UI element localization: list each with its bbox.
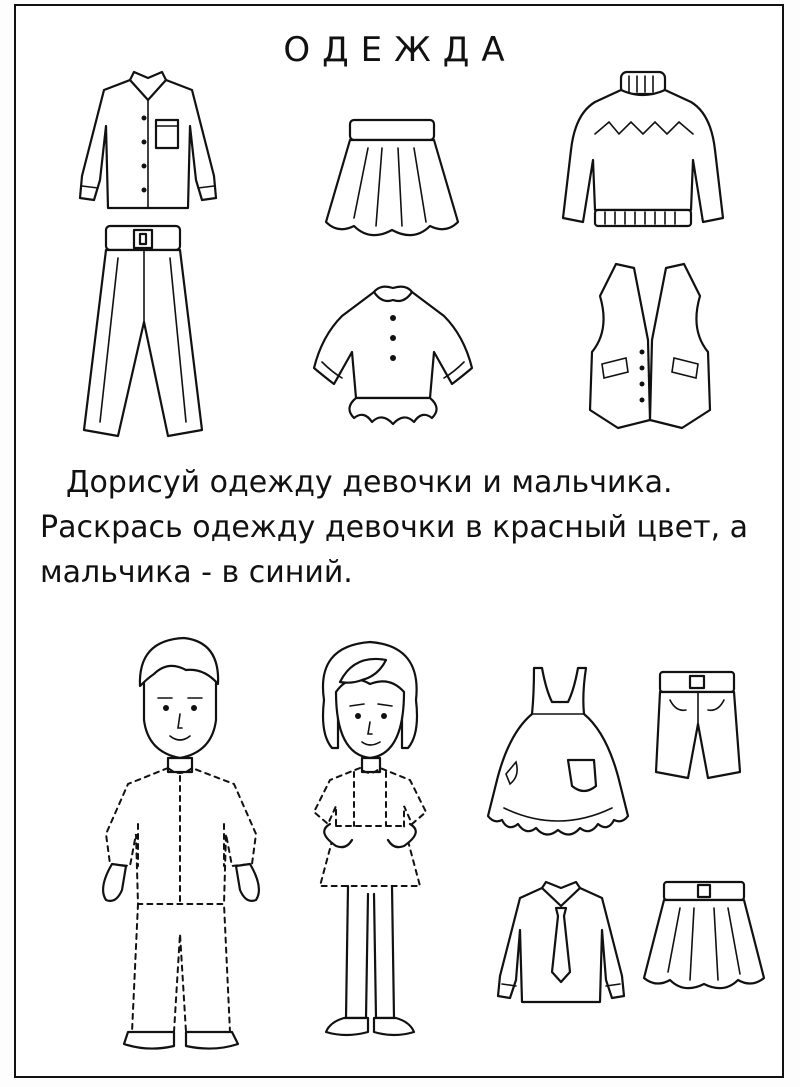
skirt-icon [318, 118, 466, 248]
shirt-icon [68, 68, 228, 218]
trousers-icon [78, 222, 208, 444]
blouse-icon [304, 282, 482, 440]
skirt-small-icon [640, 880, 768, 1000]
sweater-icon [555, 70, 731, 238]
pinafore-dress-icon [482, 664, 634, 864]
shorts-icon [652, 668, 744, 788]
shirt-with-tie-icon [494, 880, 628, 1010]
task-instruction: Дорисуй одежду девочки и мальчика. Раскрась одежду девочки в красный цвет, а мальчика - в синий. [40, 465, 749, 590]
girl-figure [290, 636, 450, 1056]
page-title: ОДЕЖДА [283, 30, 517, 70]
boy-figure [88, 634, 278, 1054]
vest-icon [578, 260, 722, 432]
